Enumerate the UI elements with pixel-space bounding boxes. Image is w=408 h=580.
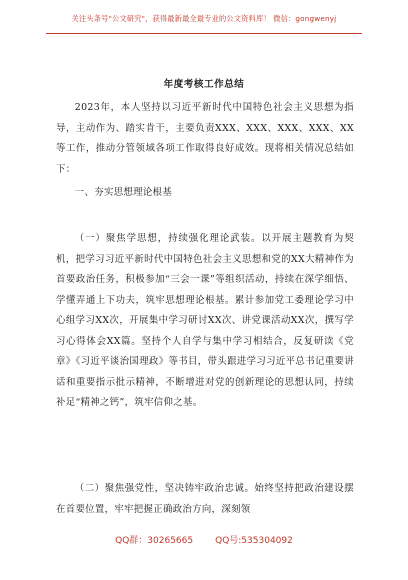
header-divider bbox=[46, 33, 362, 34]
footer-contact bbox=[0, 533, 408, 546]
body-paragraph: （一）聚焦学思想，持续强化理论武装。以开展主题教育为契机，把学习习近平新时代中国特色社会主义思想和党的XX大精神作为首要政治任务，积极参加“三会一课”等组织活动，持续在深学细悟、学懂弄通上下功夫，筑牢思想理论根基。累计参加党工委理论学习中心组学习XX次，开展集中学习研讨XX次、讲党课活动XX次，撰写学习心得体会XX篇。坚持个人自学与集中学习相结合，反复研读《党章》《习近平谈治国理政》等书目，带头跟进学习习近平总书记重要讲话和重要指示批示精神，不断增进对党的创新理论的思想认同，持续补足“精神之钙”，筑牢信仰之基。 bbox=[56, 233, 354, 408]
header-banner: 关注头条号"公文研究"，获得最新最全最专业的公文资料库！ 微信：gongwenyj bbox=[71, 14, 337, 23]
intro-paragraph: 2023年，本人坚持以习近平新时代中国特色社会主义思想为指导，主动作为、踏实肯干，主要负责XXX、XXX、XXX、XXX、XX等工作，推动分管领域各项工作取得良好成效。现将相关情况总结如下： bbox=[56, 102, 354, 175]
body-paragraph: （二）聚焦强党性，坚决铸牢政治忠诚。始终坚持把政治建设摆在首要位置，牢牢把握正确政治方向，深刻领 bbox=[56, 483, 354, 515]
section-heading: 一、夯实思想理论根基 bbox=[74, 187, 173, 198]
qq-group-number: QQ群：30265665 bbox=[115, 536, 194, 546]
document-title: 年度考核工作总结 bbox=[163, 79, 245, 90]
qq-number: QQ号:535304092 bbox=[215, 536, 293, 546]
